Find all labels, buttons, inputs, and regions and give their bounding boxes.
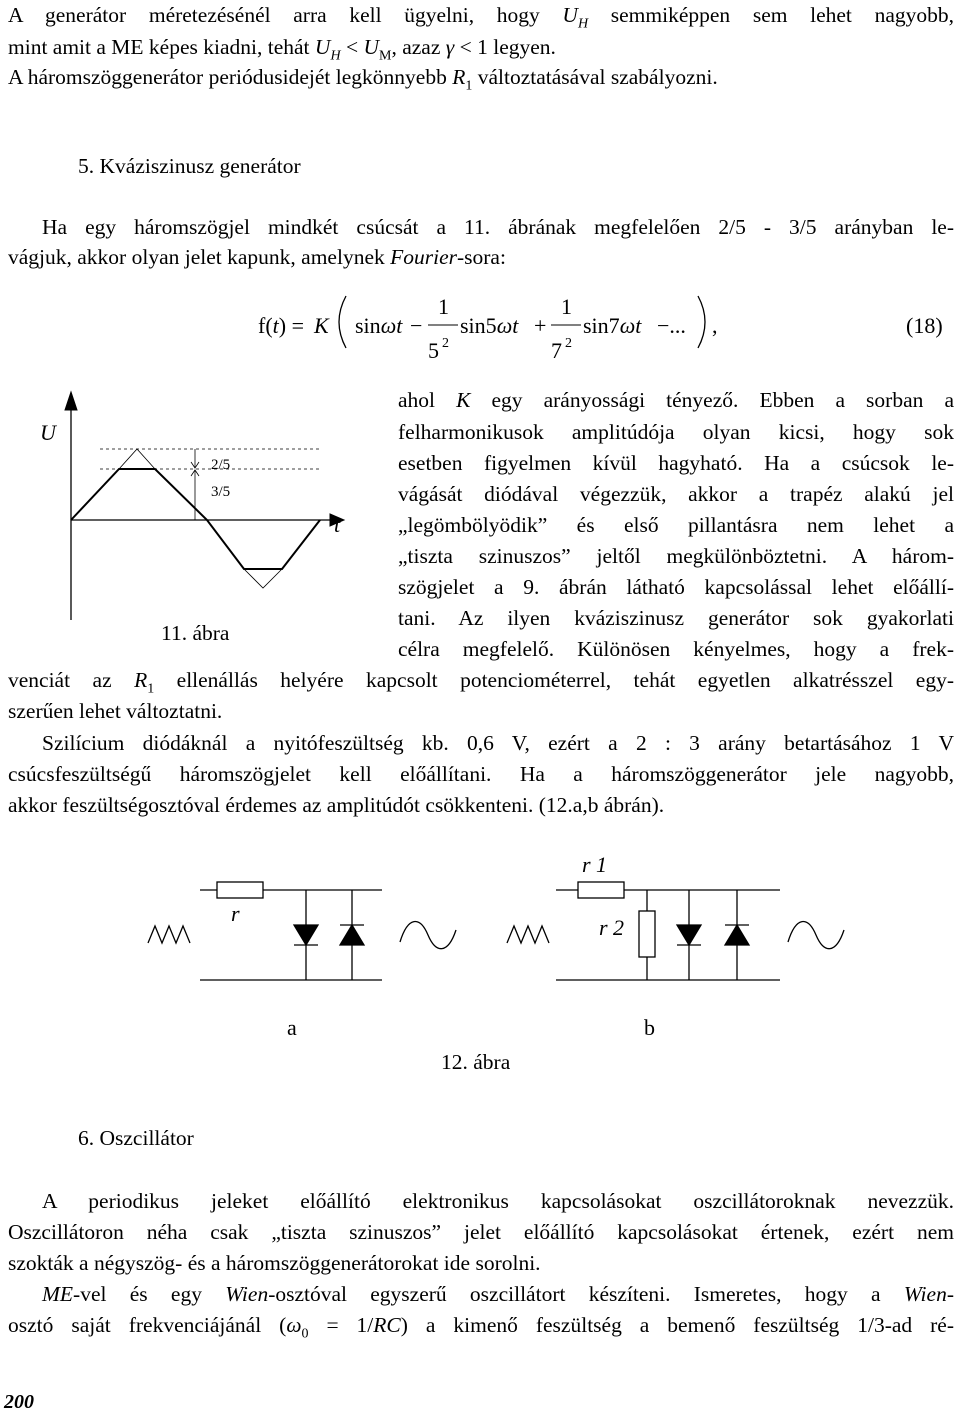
eq-frac1-sq: 2 [442,336,449,351]
fig11-label-2-5: 2/5 [211,457,231,473]
fig11-trapezoid-wave [71,469,320,569]
section5-line2: vágjuk, akkor olyan jelet kapunk, amelynek Fourier-sora: [8,245,506,269]
eq-frac1-den: 5 [428,338,439,363]
para1-line1: A generátor méretezésénél arra kell ügyelni, hogy $U_H$ semmiképpen sem lehet nagyobb, [8,3,954,32]
fig12a-diode-down-icon [294,925,318,945]
eq-term2: sin5ωt [460,313,519,338]
para1-line3: A háromszöggenerátor periódusidejét legkönnyebb $R_1$ változtatásával szabályozni. [8,65,718,94]
eq-term3: sin7ωt [583,313,642,338]
fig11-label-3-5: 3/5 [211,484,231,500]
fig12-caption: 12. ábra [441,1050,511,1074]
eq-plus: + [534,313,547,338]
section6-line4: ME-vel és egy Wien-osztóval egyszerű oszcillátort készíteni. Ismeretes, hogy a Wien- [42,1282,954,1306]
wrap-line3: esetben figyelmen kívül hagyható. Ha a csúcsok le- [398,451,954,475]
figure-11 [65,392,344,620]
eq-lhs: f(t) = [258,313,305,338]
eq-dots: −... [657,313,686,338]
eq-frac2-sq: 2 [565,336,572,351]
eq-comma: , [712,313,718,338]
eq-minus1: − [410,313,423,338]
eq-paren-left [339,296,346,348]
section6-line5: osztó saját frekvenciájánál $(\omega_0 = 1/RC)$ a kimenő feszültség a bemenő feszültség 1/3-ad ré- [8,1313,954,1342]
eq-frac2-num: 1 [561,294,572,319]
fig11-label-u: U [40,420,56,445]
fig12a-resistor-r [217,882,263,898]
fig12b-diode-up-icon [725,925,749,945]
section5-heading: 5. Kváziszinusz generátor [78,154,301,178]
wrap-line7: szögjelet a 9. ábrán látható kapcsolással lehet előállí- [398,575,954,599]
wrap-line1: ahol K egy arányossági tényező. Ebben a sorban a [398,388,954,412]
section5-line1: Ha egy háromszögjel mindkét csúcsát a 11. ábrának megfelelően 2/5 - 3/5 arányban le- [42,215,954,239]
fig12a-diode-up-icon [340,925,364,945]
fig12-sub-b: b [644,1015,655,1040]
figure-12 [148,882,844,980]
fourier-equation [258,294,943,363]
section6-line3: szokták a négyszög- és a háromszöggenerátorokat ide sorolni. [8,1251,541,1275]
para2-line1: venciát az $R_1$ ellenállás helyére kapcsolt potenciométerrel, tehát egyetlen alkatrésszel egy- [8,668,954,697]
wrap-line6: „tiszta szinuszos” jeltől megkülönböztetni. A három- [398,544,954,568]
eq-term1: sinωt [355,313,403,338]
fig12a-label-r: r [231,901,240,926]
fig11-caption: 11. ábra [161,621,230,645]
para1-line2: mint amit a ME képes kiadni, tehát $U_H < U_M$, azaz γ < 1 legyen. [8,35,556,64]
wrap-line4: vágását diódával végezzük, akkor a trapéz alakú jel [398,482,954,506]
fig12-sub-a: a [287,1015,297,1040]
section6-line2: Oszcillátoron néha csak „tiszta szinuszos” jelet előállító kapcsolásokat értenek, ezért nem [8,1220,954,1244]
eq-paren-right [698,296,705,348]
fig12b-label-r1: r 1 [582,852,608,877]
wrap-line2: felharmonikusok amplitúdója olyan kicsi, hogy sok [398,420,954,444]
section6-line1: A periodikus jeleket előállító elektronikus kapcsolásokat oszcillátoroknak nevezzük. [42,1189,954,1213]
eq-frac2-den: 7 [551,338,562,363]
section6-heading: 6. Oszcillátor [78,1126,194,1150]
page-number: 200 [4,1391,34,1413]
para3-line1: Szilícium diódáknál a nyitófeszültség kb. 0,6 V, ezért a 2 : 3 arány betartásához 1 V [42,731,954,755]
fig12a-sine-output-icon [400,922,456,949]
fig12b-sine-output-icon [788,922,844,949]
para3-line3: akkor feszültségosztóval érdemes az amplitúdót csökkenteni. (12.a,b ábrán). [8,793,665,817]
para2-line2: szerűen lehet változtatni. [8,699,223,723]
wrap-line5: „legömbölyödik” és első pillantásra nem lehet a [398,513,954,537]
para3-line2: csúcsfeszültségű háromszögjelet kell előállítani. Ha a háromszöggenerátor jele nagyobb, [8,762,954,786]
fig11-label-t: t [334,512,341,537]
fig12b-diode-down-icon [677,925,701,945]
wrap-line8: tani. Az ilyen kváziszinusz generátor sok gyakorlati [398,606,954,630]
fig12b-label-r2: r 2 [599,915,625,940]
wrap-line9: célra megfelelő. Különösen kényelmes, hogy a frek- [398,637,954,661]
fig12b-resistor-r2 [639,911,655,957]
fig11-y-arrow [65,392,77,410]
fig12b-triangle-input-icon [507,926,549,943]
eq-k: K [314,313,329,338]
eq-number: (18) [906,313,943,338]
eq-frac1-num: 1 [438,294,449,319]
fig12a-triangle-input-icon [148,926,190,943]
fig12b-resistor-r1 [578,882,624,898]
